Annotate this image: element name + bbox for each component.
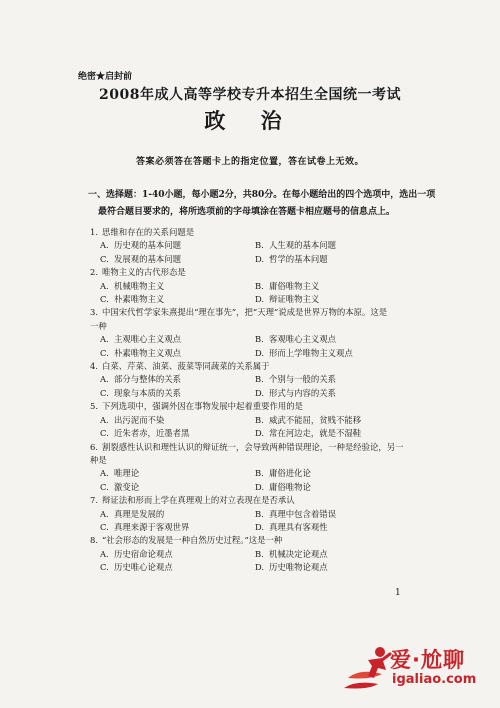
answer-option	[255, 427, 410, 440]
option-row	[90, 481, 430, 494]
question-stem	[90, 266, 430, 279]
question-number: 2.	[90, 267, 98, 278]
option-letter: B.	[255, 468, 264, 479]
option-letter: B.	[255, 280, 264, 291]
answer-option	[100, 347, 255, 360]
option-text: 激变论	[114, 481, 140, 492]
option-letter: D.	[255, 521, 265, 532]
option-row	[90, 280, 430, 293]
option-letter: A.	[100, 374, 109, 385]
answer-option	[100, 387, 255, 400]
option-letter: C.	[100, 481, 109, 492]
option-letter: C.	[100, 347, 109, 358]
answer-option	[255, 521, 410, 534]
option-row	[90, 414, 430, 427]
option-text: 个别与一般的关系	[269, 374, 336, 385]
option-letter: C.	[100, 253, 109, 264]
answer-option	[100, 561, 255, 574]
option-text: 形而上学唯物主义观点	[269, 347, 353, 358]
answer-option	[255, 239, 410, 252]
option-text: 部分与整体的关系	[114, 374, 181, 385]
answer-option	[255, 414, 410, 427]
secret-label: 绝密★启封前	[78, 72, 133, 82]
option-text: 形式与内容的关系	[269, 387, 336, 398]
option-letter: D.	[255, 347, 265, 358]
section-instructions: 一、选择题：1-40小题，每小题2分，共80分。在每小题给出的四个选项中，选出一项最符合题目要求的，将所选项前的字母填涂在答题卡相应题号的信息点上。	[88, 190, 436, 217]
answer-option	[255, 467, 410, 480]
answer-option	[100, 333, 255, 346]
option-row	[90, 293, 430, 306]
question-item	[90, 226, 430, 266]
option-letter: A.	[100, 468, 109, 479]
answer-option	[255, 561, 410, 574]
option-text: 历史唯心论观点	[114, 562, 173, 573]
answer-option	[100, 293, 255, 306]
answer-option	[100, 373, 255, 386]
option-letter: D.	[255, 253, 265, 264]
answer-option	[255, 387, 410, 400]
option-row	[90, 561, 430, 574]
question-item	[90, 266, 430, 306]
page-number: 1	[395, 588, 401, 598]
answer-option	[255, 333, 410, 346]
option-text: 历史宿命论观点	[114, 548, 173, 559]
question-text-continued: 一种	[90, 320, 107, 331]
option-text: 历史观的基本问题	[114, 240, 181, 251]
watermark-brand-en: igaliao.com	[392, 672, 477, 687]
question-text: 思维和存在的关系问题是	[102, 227, 195, 237]
option-text: 朴素唯物主义观点	[114, 347, 181, 358]
option-letter: B.	[255, 374, 264, 385]
option-row	[90, 467, 430, 480]
option-text: 近朱者赤，近墨者黑	[114, 428, 190, 439]
answer-option	[100, 508, 255, 521]
option-letter: B.	[255, 334, 264, 345]
option-letter: D.	[255, 562, 265, 573]
option-letter: D.	[255, 428, 265, 439]
option-letter: A.	[100, 280, 109, 291]
option-row	[90, 521, 430, 534]
question-stem	[90, 360, 430, 373]
question-number: 6.	[90, 441, 98, 452]
option-letter: B.	[255, 240, 264, 251]
option-text: 庸俗唯物论	[269, 481, 311, 492]
option-text: 出污泥而不染	[114, 414, 165, 425]
answer-option	[255, 548, 410, 561]
question-text: “社会形态的发展是一种自然历史过程。”这是一种	[102, 535, 283, 546]
option-text: 机械唯物主义	[114, 280, 165, 291]
option-text: 唯理论	[114, 468, 140, 479]
answer-option	[100, 548, 255, 561]
option-row	[90, 427, 430, 440]
option-text: 朴素唯物主义	[114, 294, 165, 305]
question-number: 7.	[90, 495, 98, 506]
option-row	[90, 253, 430, 266]
option-text: 真理具有客观性	[269, 521, 328, 532]
question-number: 8.	[90, 535, 98, 546]
answer-option	[100, 521, 255, 534]
answer-option	[100, 280, 255, 293]
option-row	[90, 373, 430, 386]
option-letter: D.	[255, 481, 265, 492]
watermark-brand-cn: 爱·尬聊	[390, 648, 465, 672]
question-stem	[90, 494, 430, 507]
answer-option	[255, 347, 410, 360]
option-letter: D.	[255, 387, 265, 398]
option-text: 机械决定论观点	[269, 548, 328, 559]
question-item	[90, 360, 430, 400]
question-text: 辩证法和形而上学在真理观上的对立表现在是否承认	[102, 495, 295, 506]
question-stem	[90, 534, 430, 547]
option-text: 真理是发展的	[114, 508, 165, 519]
question-list	[90, 226, 430, 575]
question-text: 唯物主义的古代形态是	[102, 267, 186, 278]
option-row	[90, 387, 430, 400]
option-text: 常在河边走，就是不湿鞋	[269, 428, 362, 439]
answer-option	[255, 280, 410, 293]
question-stem	[90, 441, 430, 454]
question-stem	[90, 226, 430, 239]
question-number: 1.	[90, 227, 98, 237]
question-text-continued: 种是	[90, 454, 107, 465]
option-letter: B.	[255, 548, 264, 559]
question-stem	[90, 306, 430, 319]
question-item	[90, 494, 430, 534]
option-letter: B.	[255, 508, 264, 519]
answer-option	[100, 253, 255, 266]
option-letter: A.	[100, 334, 109, 345]
option-row	[90, 347, 430, 360]
question-text: 中国宋代哲学家朱熹提出“理在事先”，把“天理”说成是世界万物的本原。这是	[102, 307, 388, 318]
answer-option	[100, 467, 255, 480]
option-letter: C.	[100, 562, 109, 573]
option-letter: C.	[100, 387, 109, 398]
answer-option	[255, 481, 410, 494]
question-item	[90, 441, 430, 495]
question-number: 4.	[90, 361, 98, 372]
answer-option	[255, 373, 410, 386]
answer-option	[255, 508, 410, 521]
option-text: 客观唯心主义观点	[269, 334, 336, 345]
option-row	[90, 239, 430, 252]
option-text: 真理中包含着错误	[269, 508, 336, 519]
option-row	[90, 548, 430, 561]
option-text: 哲学的基本问题	[269, 253, 328, 264]
question-item	[90, 534, 430, 574]
option-row	[90, 508, 430, 521]
option-letter: A.	[100, 240, 109, 251]
question-number: 3.	[90, 307, 98, 318]
option-text: 辩证唯物主义	[269, 294, 320, 305]
option-text: 发展观的基本问题	[114, 253, 181, 264]
question-text: 下列选项中，强调外因在事物发展中起着重要作用的是	[102, 401, 303, 412]
option-text: 人生观的基本问题	[269, 240, 336, 251]
answer-option	[100, 481, 255, 494]
subject-title: 政 治	[204, 108, 296, 133]
option-letter: A.	[100, 508, 109, 519]
option-letter: C.	[100, 294, 109, 305]
option-letter: C.	[100, 428, 109, 439]
exam-title: 2008年成人高等学校专升本招生全国统一考试	[99, 87, 401, 103]
option-letter: A.	[100, 414, 109, 425]
question-text: 割裂感性认识和理性认识的辩证统一，会导致两种错误理论，一种是经验论，另一	[102, 441, 404, 452]
option-text: 庸俗唯物主义	[269, 280, 320, 291]
option-letter: B.	[255, 414, 264, 425]
answer-option	[255, 253, 410, 266]
option-text: 现象与本质的关系	[114, 387, 181, 398]
question-item	[90, 400, 430, 440]
answer-option	[255, 293, 410, 306]
option-text: 威武不能屈，贫贱不能移	[269, 414, 362, 425]
option-letter: A.	[100, 548, 109, 559]
answer-option	[100, 427, 255, 440]
question-stem	[90, 400, 430, 413]
option-letter: C.	[100, 521, 109, 532]
answer-notice: 答案必须答在答题卡上的指定位置，答在试卷上无效。	[135, 157, 364, 167]
option-text: 主观唯心主义观点	[114, 334, 181, 345]
question-item	[90, 306, 430, 360]
answer-option	[100, 414, 255, 427]
option-text: 历史唯物论观点	[269, 562, 328, 573]
option-letter: D.	[255, 294, 265, 305]
question-text: 白菜、芹菜、油菜、菠菜等同蔬菜的关系属于	[102, 361, 270, 372]
option-row	[90, 333, 430, 346]
option-text: 庸俗进化论	[269, 468, 311, 479]
question-number: 5.	[90, 401, 98, 412]
option-text: 真理来源于客观世界	[114, 521, 190, 532]
answer-option	[100, 239, 255, 252]
